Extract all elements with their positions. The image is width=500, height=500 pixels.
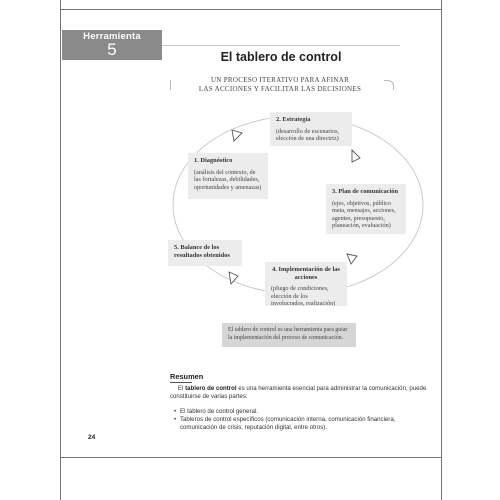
resumen-bullet-list [174, 408, 432, 433]
tool-tab [62, 30, 162, 60]
step-4-title: 4. Implementación de las acciones [272, 266, 340, 281]
step-4-text: (pliego de condiciones, elección de los involucrados, realización) [271, 285, 336, 308]
resumen-underline [170, 382, 192, 383]
step-5-box [168, 240, 242, 266]
cycle-arrow-4 [229, 272, 238, 284]
resumen-paragraph [170, 385, 432, 401]
resumen-bullet-1: • El tablero de control general. [174, 408, 432, 416]
diagram-note: El tablero de control es una herramienta para guiar la implementación del proceso de comunicación. [222, 323, 356, 347]
step-5-title: 5. Balance de los resultados obtenidos [174, 244, 230, 259]
resumen-para-post: es una herramienta esencial para administrar la comunicación, puede constituirse de varias partes: [170, 385, 427, 401]
resumen-bullet-2: • Tableros de control específicos (comunicación interna, comunicación financiera, comunicación de crisis, reputación digital, entre otros). [174, 416, 432, 432]
tool-tab-number: 5 [107, 40, 117, 59]
step-4-box [265, 262, 347, 306]
step-1-text: (análisis del contexto, de las fortalezas, debilidades, oportunidades y amenazas) [194, 168, 262, 191]
frame-left-rule [60, 0, 61, 500]
subtitle-bracket-right [384, 80, 394, 90]
tool-tab-label: Herramienta [83, 31, 141, 42]
footer-rule [60, 457, 442, 458]
step-2-box [270, 112, 352, 146]
step-1-title: 1. Diagnóstico [194, 157, 233, 164]
step-3-title: 3. Plan de comunicación [332, 188, 399, 195]
resumen-heading: Resumen [170, 372, 204, 381]
page-title: El tablero de control [220, 50, 342, 64]
cycle-arrow-2 [352, 150, 360, 162]
frame-right-rule [441, 0, 442, 500]
resumen-para-bold: tablero de control [185, 385, 237, 392]
cycle-arrow-1 [232, 130, 242, 141]
diagram-subtitle-line2: LAS ACCIONES Y FACILITAR LAS DECISIONES [198, 85, 362, 93]
diagram-subtitle-line1: UN PROCESO ITERATIVO PARA AFINAR [210, 76, 350, 84]
frame-top-rule [60, 9, 442, 10]
step-1-box [188, 153, 268, 199]
step-2-title: 2. Estrategia [276, 116, 311, 123]
subtitle-bracket-left [170, 80, 171, 90]
diagram-subtitle [180, 76, 380, 94]
cycle-arrow-3 [347, 254, 357, 264]
resumen-para-pre: El [178, 385, 184, 392]
page-number: 24 [88, 434, 96, 441]
step-3-box [326, 184, 406, 234]
step-2-text: (desarrollo de escenarios, elección de una directriz) [276, 127, 340, 143]
step-3-text: (ejes, objetivos, público meta, mensajes, acciones, agentes, presupuesto, planeación, evaluación) [332, 199, 396, 230]
banner-divider [162, 45, 400, 46]
